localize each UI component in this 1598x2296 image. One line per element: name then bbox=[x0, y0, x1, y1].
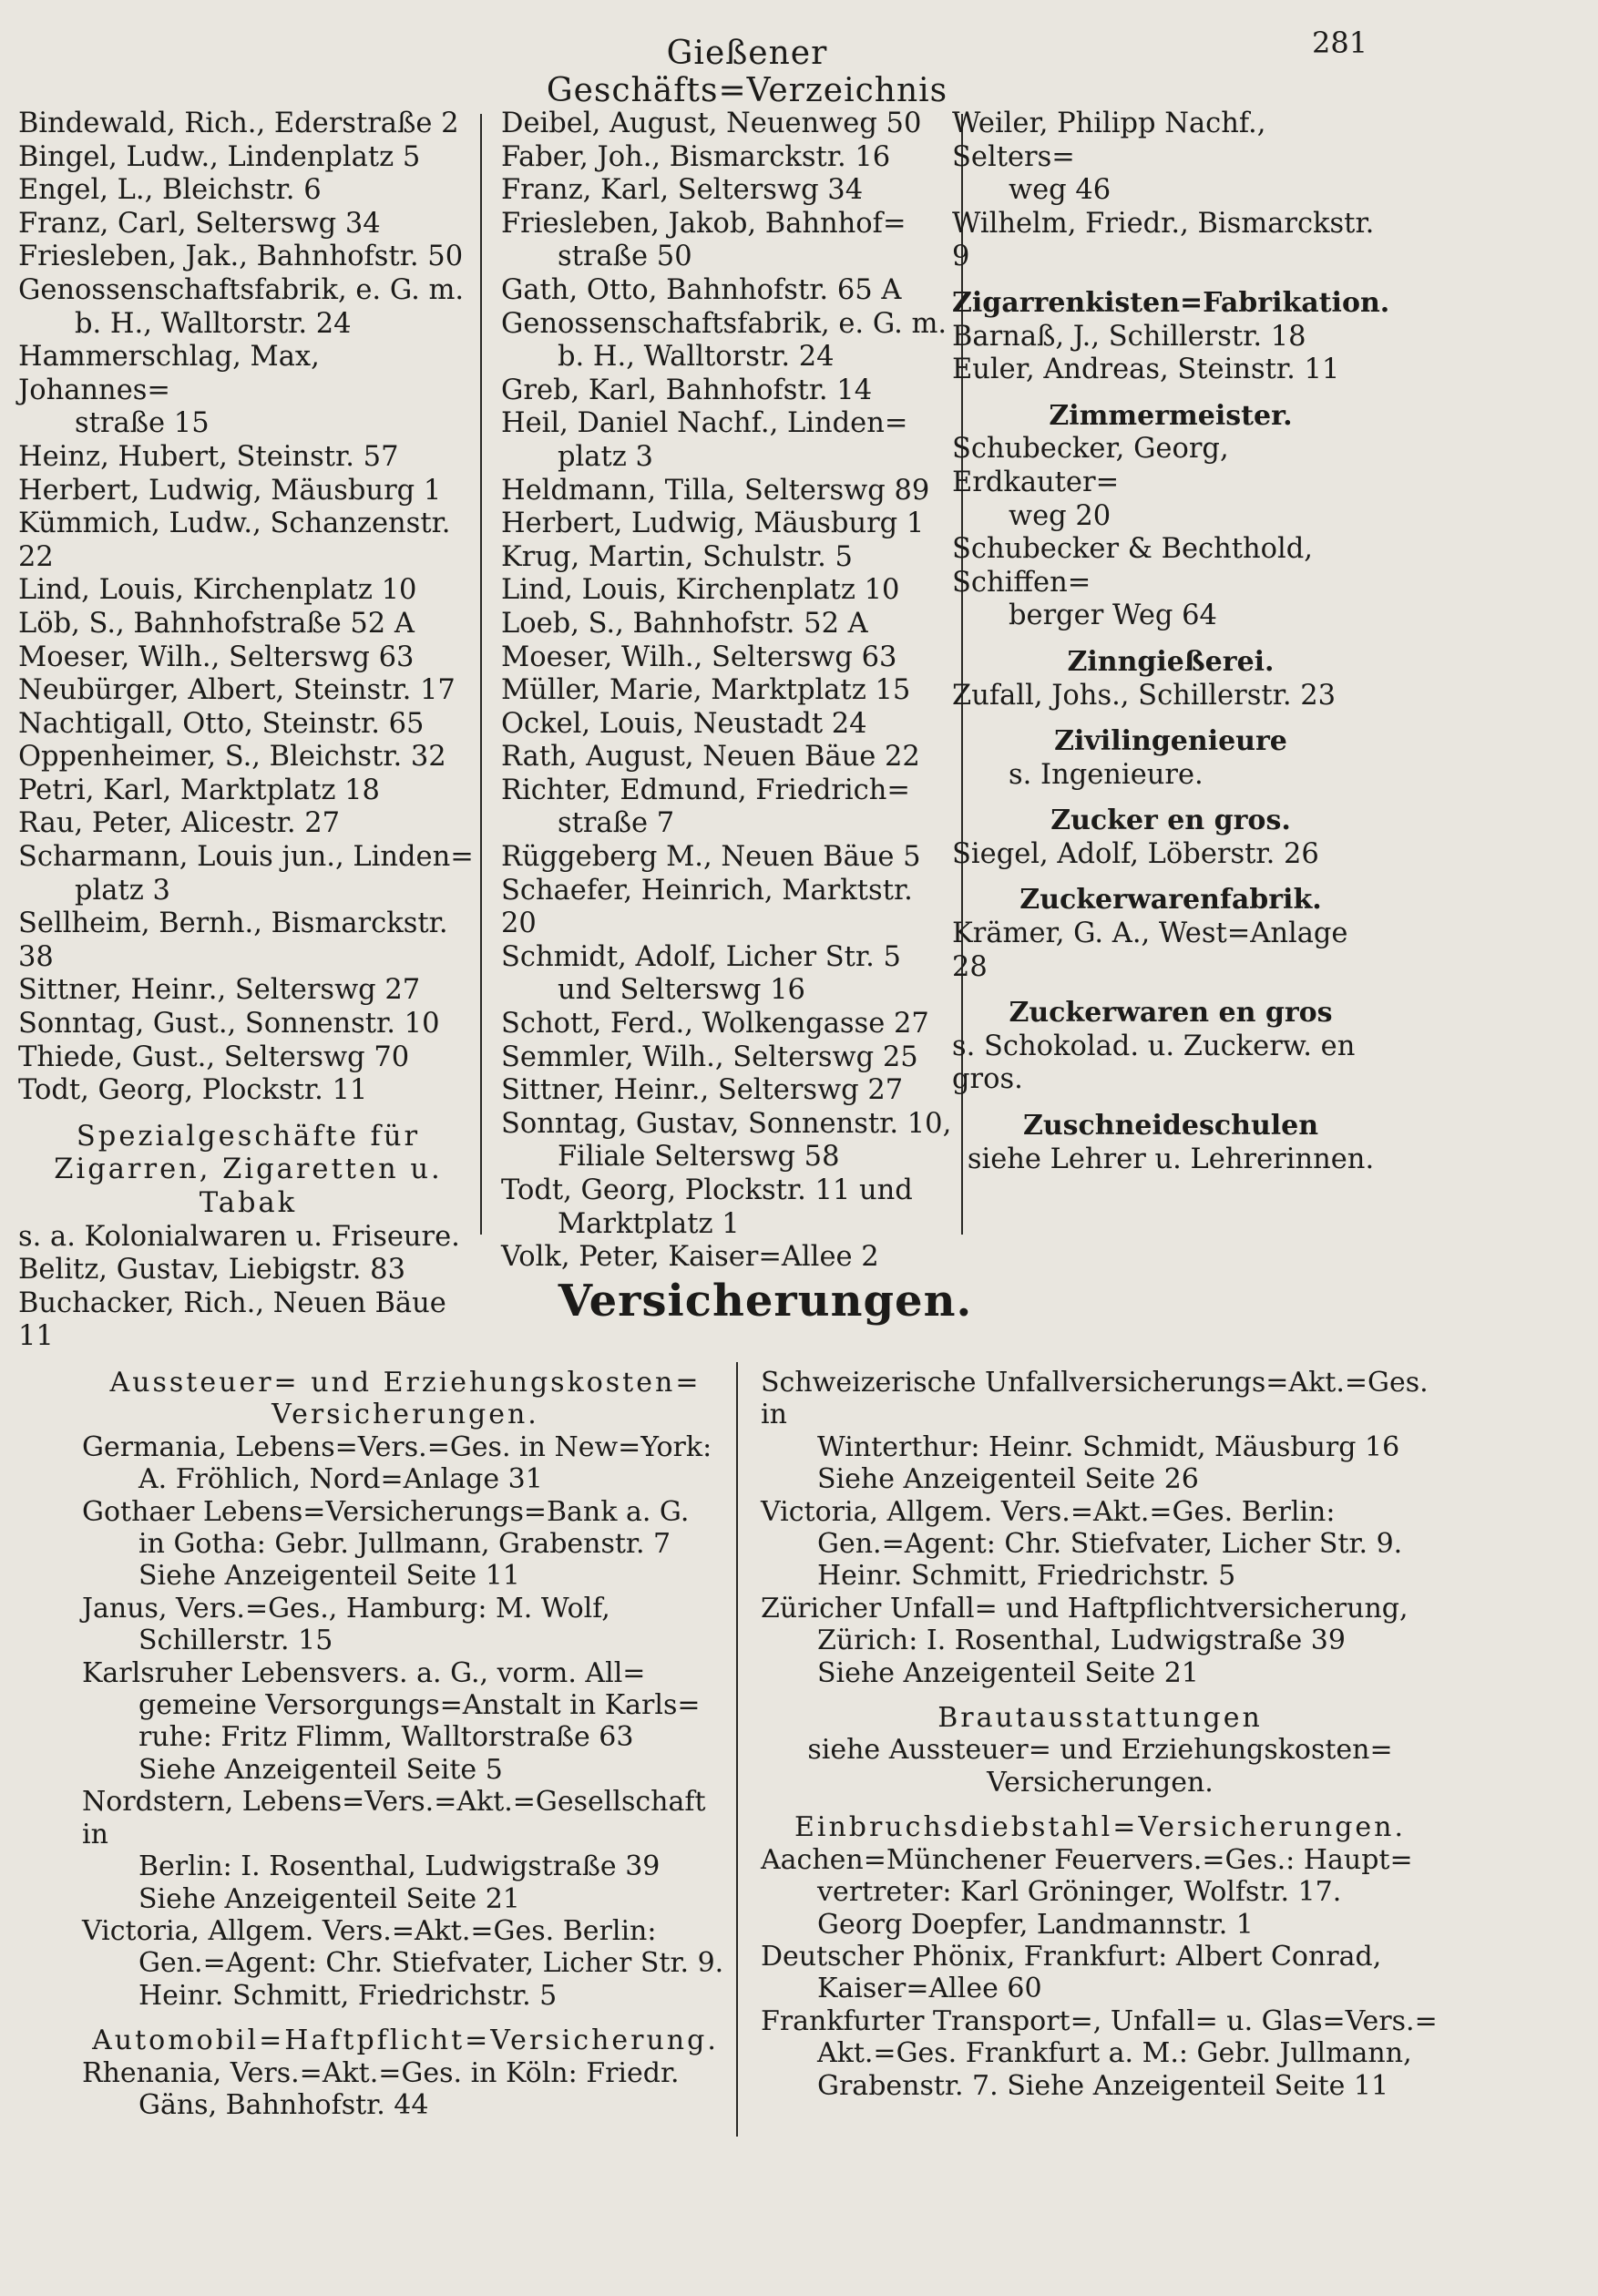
directory-entry: Gäns, Bahnhofstr. 44 bbox=[138, 2088, 429, 2121]
section-heading: Spezialgeschäfte für bbox=[76, 1120, 421, 1153]
directory-entry: Thiede, Gust., Selterswg 70 bbox=[18, 1040, 410, 1073]
section-heading: Zigarren, Zigaretten u. bbox=[54, 1153, 443, 1186]
directory-entry: Schott, Ferd., Wolkengasse 27 bbox=[501, 1008, 929, 1040]
directory-entry: Heinr. Schmitt, Friedrichstr. 5 bbox=[138, 1979, 558, 2012]
directory-entry: Victoria, Allgem. Vers.=Akt.=Ges. Berlin: bbox=[761, 1495, 1336, 1528]
directory-entry: Sittner, Heinr., Selterswg 27 bbox=[18, 974, 421, 1007]
directory-entry: Versicherungen. bbox=[987, 1766, 1214, 1799]
directory-entry: Rüggeberg M., Neuen Bäue 5 bbox=[501, 841, 921, 874]
directory-entry: Volk, Peter, Kaiser=Allee 2 bbox=[501, 1241, 879, 1274]
directory-entry: Genossenschaftsfabrik, e. G. m. bbox=[18, 273, 465, 306]
directory-entry: Moeser, Wilh., Selterswg 63 bbox=[18, 641, 415, 673]
directory-entry: Frankfurter Transport=, Unfall= u. Glas=Vers.= bbox=[761, 2004, 1438, 2037]
directory-entry: Zürich: I. Rosenthal, Ludwigstraße 39 bbox=[817, 1625, 1346, 1657]
directory-entry: Lind, Louis, Kirchenplatz 10 bbox=[18, 574, 417, 607]
directory-entry: Moeser, Wilh., Selterswg 63 bbox=[501, 641, 897, 673]
directory-entry: Müller, Marie, Marktplatz 15 bbox=[501, 674, 911, 707]
directory-entry: Semmler, Wilh., Selterswg 25 bbox=[501, 1040, 918, 1073]
directory-entry: platz 3 bbox=[558, 440, 653, 473]
directory-entry: Gen.=Agent: Chr. Stiefvater, Licher Str. 9. bbox=[138, 1947, 724, 1980]
directory-entry: Richter, Edmund, Friedrich= bbox=[501, 774, 910, 806]
directory-entry: und Selterswg 16 bbox=[558, 974, 805, 1007]
section-heading: Einbruchsdiebstahl=Versicherungen. bbox=[794, 1811, 1407, 1844]
directory-entry: Siegel, Adolf, Löberstr. 26 bbox=[952, 837, 1319, 870]
directory-entry: Gen.=Agent: Chr. Stiefvater, Licher Str. 9. bbox=[817, 1528, 1403, 1561]
directory-entry bbox=[761, 1689, 1439, 1702]
directory-entry: Siehe Anzeigenteil Seite 21 bbox=[817, 1656, 1199, 1689]
directory-entry: b. H., Walltorstr. 24 bbox=[75, 307, 352, 340]
directory-entry: Zufall, Johs., Schillerstr. 23 bbox=[952, 679, 1337, 712]
directory-entry: Akt.=Ges. Frankfurt a. M.: Gebr. Jullmann, bbox=[817, 2037, 1412, 2070]
page-header-title: Gießener Geschäfts=Verzeichnis bbox=[546, 35, 948, 109]
directory-entry: Aachen=Münchener Feuervers.=Ges.: Haupt= bbox=[761, 1843, 1413, 1876]
directory-entry: A. Fröhlich, Nord=Anlage 31 bbox=[138, 1463, 543, 1496]
insurance-column-left bbox=[82, 1367, 729, 2121]
page-number: 281 bbox=[1312, 26, 1368, 60]
directory-entry: straße 50 bbox=[558, 241, 692, 273]
section-title: Versicherungen. bbox=[558, 1276, 973, 1327]
directory-entry: Winterthur: Heinr. Schmidt, Mäusburg 16 bbox=[817, 1430, 1400, 1463]
section-heading: Zinngießerei. bbox=[1067, 645, 1275, 678]
directory-entry: Victoria, Allgem. Vers.=Akt.=Ges. Berlin: bbox=[82, 1914, 657, 1947]
directory-entry: siehe Lehrer u. Lehrerinnen. bbox=[967, 1143, 1375, 1175]
directory-entry: Nordstern, Lebens=Vers.=Akt.=Gesellschaft in bbox=[82, 1786, 706, 1850]
directory-entry: Berlin: I. Rosenthal, Ludwigstraße 39 bbox=[138, 1850, 661, 1883]
directory-entry: Heinz, Hubert, Steinstr. 57 bbox=[18, 440, 399, 473]
directory-entry: Bindewald, Rich., Ederstraße 2 bbox=[18, 108, 459, 139]
section-heading: Zuckerwarenfabrik. bbox=[1019, 884, 1322, 917]
directory-entry: Rath, August, Neuen Bäue 22 bbox=[501, 741, 920, 774]
directory-entry bbox=[82, 2012, 729, 2024]
directory-entry: Hammerschlag, Max, Johannes= bbox=[18, 341, 320, 406]
directory-entry: Genossenschaftsfabrik, e. G. m. bbox=[501, 307, 948, 340]
directory-entry: Franz, Carl, Selterswg 34 bbox=[18, 207, 381, 240]
directory-entry: weg 46 bbox=[1009, 174, 1111, 207]
directory-entry: platz 3 bbox=[75, 874, 170, 907]
directory-entry: Ockel, Louis, Neustadt 24 bbox=[501, 707, 867, 740]
directory-entry: Lind, Louis, Kirchenplatz 10 bbox=[501, 574, 900, 607]
directory-entry bbox=[952, 274, 1389, 287]
directory-entry: Todt, Georg, Plockstr. 11 und bbox=[501, 1174, 913, 1206]
directory-entry: Heldmann, Tilla, Selterswg 89 bbox=[501, 474, 930, 507]
section-heading: Brautausstattungen bbox=[937, 1702, 1263, 1735]
directory-entry bbox=[952, 1097, 1389, 1110]
directory-entry: Karlsruher Lebensvers. a. G., vorm. All= bbox=[82, 1656, 646, 1689]
column-2 bbox=[501, 108, 952, 1275]
directory-entry: Sellheim, Bernh., Bismarckstr. 38 bbox=[18, 907, 448, 973]
directory-entry: Kümmich, Ludw., Schanzenstr. 22 bbox=[18, 507, 451, 573]
directory-entry: Barnaß, J., Schillerstr. 18 bbox=[952, 320, 1306, 353]
directory-entry: Gath, Otto, Bahnhofstr. 65 A bbox=[501, 273, 902, 306]
directory-entry: Buchacker, Rich., Neuen Bäue 11 bbox=[18, 1286, 446, 1353]
section-heading: Aussteuer= und Erziehungskosten= bbox=[109, 1367, 702, 1399]
directory-entry: Franz, Karl, Selterswg 34 bbox=[501, 174, 864, 207]
directory-entry: Bingel, Ludw., Lindenplatz 5 bbox=[18, 140, 421, 173]
directory-entry: s. Schokolad. u. Zuckerw. en gros. bbox=[952, 1030, 1356, 1096]
directory-entry: Herbert, Ludwig, Mäusburg 1 bbox=[501, 507, 925, 540]
section-heading: Zigarrenkisten=Fabrikation. bbox=[952, 286, 1390, 319]
section-heading: Automobil=Haftpflicht=Versicherung. bbox=[92, 2024, 719, 2057]
directory-entry: Sonntag, Gustav, Sonnenstr. 10, bbox=[501, 1107, 952, 1140]
directory-entry: in Gotha: Gebr. Jullmann, Grabenstr. 7 bbox=[138, 1528, 671, 1561]
directory-entry: Deutscher Phönix, Frankfurt: Albert Conrad, bbox=[761, 1940, 1382, 1973]
directory-entry: Gothaer Lebens=Versicherungs=Bank a. G. bbox=[82, 1495, 690, 1528]
directory-entry: weg 20 bbox=[1009, 499, 1111, 532]
directory-entry: vertreter: Karl Gröninger, Wolfstr. 17. bbox=[817, 1876, 1342, 1909]
directory-entry: Krämer, G. A., West=Anlage 28 bbox=[952, 917, 1348, 983]
directory-entry: siehe Aussteuer= und Erziehungskosten= bbox=[807, 1734, 1393, 1767]
directory-entry: Rhenania, Vers.=Akt.=Ges. in Köln: Friedr. bbox=[82, 2056, 680, 2089]
directory-entry: Schweizerische Unfallversicherungs=Akt.=Ges. in bbox=[761, 1367, 1429, 1431]
directory-entry: Siehe Anzeigenteil Seite 21 bbox=[138, 1882, 520, 1915]
directory-entry: Grabenstr. 7. Siehe Anzeigenteil Seite 11 bbox=[817, 2069, 1389, 2102]
directory-entry bbox=[18, 1108, 478, 1121]
directory-entry: Siehe Anzeigenteil Seite 5 bbox=[138, 1753, 503, 1786]
column-divider-1 bbox=[480, 114, 482, 1235]
directory-entry: Filiale Selterswg 58 bbox=[558, 1141, 840, 1174]
directory-entry: Neubürger, Albert, Steinstr. 17 bbox=[18, 674, 456, 707]
directory-entry: Sittner, Heinr., Selterswg 27 bbox=[501, 1074, 904, 1107]
directory-entry bbox=[952, 792, 1389, 805]
directory-entry bbox=[952, 984, 1389, 997]
directory-entry bbox=[952, 387, 1389, 400]
directory-entry: Herbert, Ludwig, Mäusburg 1 bbox=[18, 474, 442, 507]
insurance-column-right bbox=[761, 1367, 1439, 2102]
directory-entry: Sonntag, Gust., Sonnenstr. 10 bbox=[18, 1008, 440, 1040]
directory-entry: Nachtigall, Otto, Steinstr. 65 bbox=[18, 707, 425, 740]
directory-entry: Heil, Daniel Nachf., Linden= bbox=[501, 407, 908, 440]
directory-entry: Löb, S., Bahnhofstraße 52 A bbox=[18, 607, 415, 640]
directory-entry: Wilhelm, Friedr., Bismarckstr. 9 bbox=[952, 207, 1375, 273]
directory-entry: Schmidt, Adolf, Licher Str. 5 bbox=[501, 940, 901, 973]
directory-entry: Schubecker & Bechthold, Schiffen= bbox=[952, 533, 1313, 599]
directory-entry: Heinr. Schmitt, Friedrichstr. 5 bbox=[817, 1560, 1236, 1593]
directory-entry: Schillerstr. 15 bbox=[138, 1625, 333, 1657]
section-heading: Zucker en gros. bbox=[1050, 805, 1291, 837]
directory-entry: Petri, Karl, Marktplatz 18 bbox=[18, 774, 380, 806]
directory-entry: Georg Doepfer, Landmannstr. 1 bbox=[817, 1908, 1254, 1941]
directory-entry: Euler, Andreas, Steinstr. 11 bbox=[952, 354, 1340, 386]
directory-entry: Weiler, Philipp Nachf., Selters= bbox=[952, 108, 1266, 173]
directory-entry: s. Ingenieure. bbox=[1009, 758, 1204, 791]
directory-entry: berger Weg 64 bbox=[1009, 600, 1217, 632]
section-heading: Zivilingenieure bbox=[1054, 725, 1287, 758]
section-heading: Versicherungen. bbox=[271, 1399, 539, 1431]
directory-entry: Engel, L., Bleichstr. 6 bbox=[18, 174, 322, 207]
directory-entry: b. H., Walltorstr. 24 bbox=[558, 341, 835, 374]
directory-entry: Friesleben, Jakob, Bahnhof= bbox=[501, 207, 907, 240]
directory-entry: Greb, Karl, Bahnhofstr. 14 bbox=[501, 374, 873, 406]
directory-entry: Rau, Peter, Alicestr. 27 bbox=[18, 807, 341, 840]
directory-entry: Züricher Unfall= und Haftpflichtversicherung, bbox=[761, 1592, 1408, 1625]
section-heading: Zimmermeister. bbox=[1049, 399, 1293, 432]
directory-entry bbox=[952, 633, 1389, 646]
directory-entry: Oppenheimer, S., Bleichstr. 32 bbox=[18, 741, 446, 774]
directory-entry: ruhe: Fritz Flimm, Walltorstraße 63 bbox=[138, 1721, 634, 1754]
directory-entry: Siehe Anzeigenteil Seite 26 bbox=[817, 1463, 1199, 1496]
column-divider-3 bbox=[736, 1362, 738, 2137]
directory-entry: Siehe Anzeigenteil Seite 11 bbox=[138, 1560, 520, 1593]
directory-entry: Scharmann, Louis jun., Linden= bbox=[18, 841, 474, 874]
directory-entry: Marktplatz 1 bbox=[558, 1207, 740, 1240]
directory-entry: Deibel, August, Neuenweg 50 bbox=[501, 108, 922, 139]
directory-entry bbox=[761, 1799, 1439, 1811]
directory-entry: Janus, Vers.=Ges., Hamburg: M. Wolf, bbox=[82, 1592, 610, 1625]
directory-entry: Kaiser=Allee 60 bbox=[817, 1973, 1042, 2005]
directory-entry: straße 15 bbox=[75, 407, 210, 440]
directory-entry: Schaefer, Heinrich, Marktstr. 20 bbox=[501, 874, 913, 940]
section-heading: Tabak bbox=[199, 1187, 298, 1219]
directory-entry: Todt, Georg, Plockstr. 11 bbox=[18, 1074, 368, 1107]
section-heading: Zuckerwaren en gros bbox=[1009, 997, 1333, 1030]
column-1 bbox=[18, 108, 478, 1354]
directory-entry: Faber, Joh., Bismarckstr. 16 bbox=[501, 140, 891, 173]
directory-entry: Belitz, Gustav, Liebigstr. 83 bbox=[18, 1254, 405, 1286]
directory-entry: straße 7 bbox=[558, 807, 675, 840]
directory-entry: Krug, Martin, Schulstr. 5 bbox=[501, 540, 853, 573]
directory-entry bbox=[952, 712, 1389, 725]
directory-entry: Loeb, S., Bahnhofstr. 52 A bbox=[501, 607, 868, 640]
column-3 bbox=[952, 108, 1389, 1176]
directory-entry: s. a. Kolonialwaren u. Friseure. bbox=[18, 1220, 460, 1253]
directory-entry: gemeine Versorgungs=Anstalt in Karls= bbox=[138, 1689, 701, 1722]
section-heading: Zuschneideschulen bbox=[1022, 1110, 1319, 1143]
directory-entry: Germania, Lebens=Vers.=Ges. in New=York: bbox=[82, 1430, 712, 1463]
directory-entry: Friesleben, Jak., Bahnhofstr. 50 bbox=[18, 241, 464, 273]
directory-entry bbox=[952, 871, 1389, 884]
directory-entry: Schubecker, Georg, Erdkauter= bbox=[952, 433, 1229, 498]
